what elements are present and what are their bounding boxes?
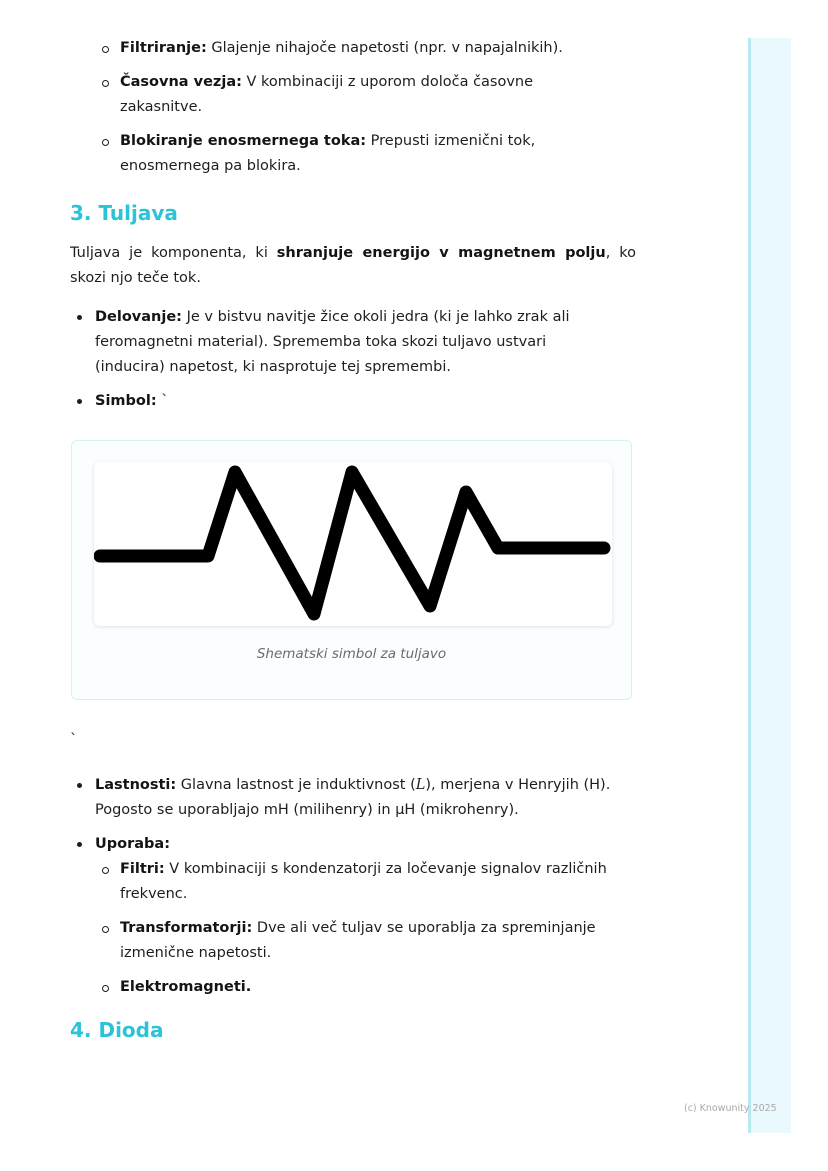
list-item-uporaba: Uporaba: Filtri: V kombinaciji s kondenzatorji za ločevanje signalov različnih frekvenc. Transformatorji: Dve ali več tuljav se uporablja za spreminjanje izmenične napetosti. Elektromagneti. bbox=[70, 832, 636, 1000]
inductor-list-bottom bbox=[70, 773, 636, 1000]
figure-caption: Shematski simbol za tuljavo bbox=[256, 646, 447, 662]
list-item-lastnosti: Lastnosti: Glavna lastnost je induktivnost (L), merjena v Henryjih (H). Pogosto se uporabljajo mH (milihenry) in μH (mikrohenry). bbox=[70, 773, 636, 823]
list-item: Filtriranje: Glajenje nihajoče napetosti (npr. v napajalnikih). bbox=[70, 36, 636, 61]
list-item-simbol: Simbol: ` bbox=[70, 389, 636, 414]
list-item: Transformatorji: Dve ali več tuljav se uporablja za spreminjanje izmenične napetosti. bbox=[95, 916, 636, 966]
section-heading-diode: 4. Dioda bbox=[70, 1018, 164, 1042]
content bbox=[70, 36, 636, 1044]
inductor-symbol-drawing bbox=[94, 462, 612, 626]
list-item: Filtri: V kombinaciji s kondenzatorji za ločevanje signalov različnih frekvenc. bbox=[95, 857, 636, 907]
capacitor-uses-list bbox=[70, 36, 636, 179]
list-item: Blokiranje enosmernega toka: Prepusti izmenični tok, enosmernega pa blokira. bbox=[70, 129, 636, 179]
side-rule bbox=[748, 38, 751, 1133]
list-item: Elektromagneti. bbox=[95, 975, 636, 1000]
list-item-delovanje: Delovanje: Je v bistvu navitje žice okoli jedra (ki je lahko zrak ali feromagnetni material). Sprememba toka skozi tuljavo ustvari (inducira) napetost, ki nasprotuje tej spremembi. bbox=[70, 305, 636, 380]
inductor-uses-list bbox=[95, 857, 636, 1000]
inductor-list-top bbox=[70, 305, 636, 414]
side-band bbox=[748, 38, 791, 1133]
list-item: Časovna vezja: V kombinaciji z uporom določa časovne zakasnitve. bbox=[70, 70, 636, 120]
inductor-intro: Tuljava je komponenta, ki shranjuje energijo v magnetnem polju, ko skozi njo teče tok. bbox=[70, 245, 636, 286]
footer-copyright: (c) Knowunity 2025 bbox=[684, 1103, 777, 1114]
figure-image bbox=[94, 462, 612, 626]
stray-backtick: ` bbox=[70, 732, 78, 748]
inductor-symbol-figure bbox=[71, 440, 632, 700]
section-heading-inductor: 3. Tuljava bbox=[70, 201, 178, 225]
